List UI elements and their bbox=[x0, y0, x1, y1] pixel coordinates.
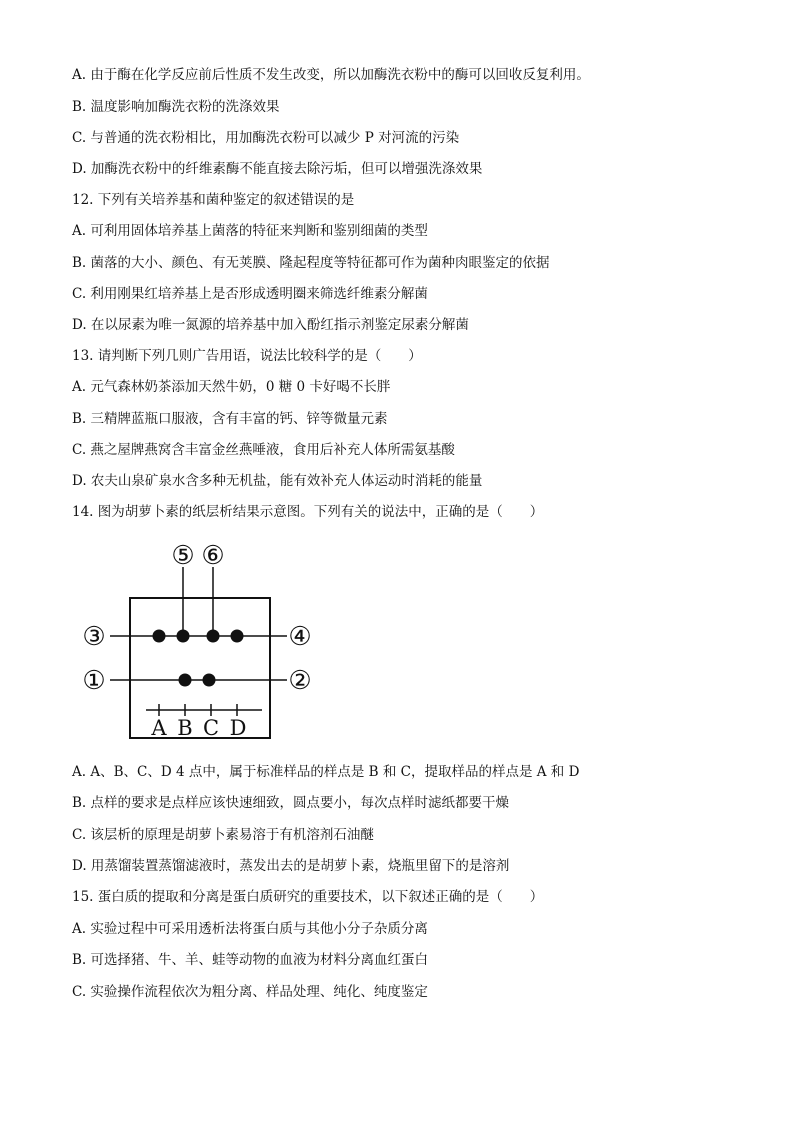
q12-option-a: A. 可利用固体培养基上菌落的特征来判断和鉴别细菌的类型 bbox=[72, 223, 428, 239]
spot-upper-d bbox=[231, 630, 244, 643]
q13-option-c: C. 燕之屋牌燕窝含丰富金丝燕唾液，食用后补充人体所需氨基酸 bbox=[72, 442, 455, 458]
q14-option-d: D. 用蒸馏装置蒸馏滤液时，蒸发出去的是胡萝卜素，烧瓶里留下的是溶剂 bbox=[72, 858, 510, 874]
q13-stem: 13. 请判断下列几则广告用语，说法比较科学的是（ ） bbox=[72, 348, 422, 364]
q15-stem: 15. 蛋白质的提取和分离是蛋白质研究的重要技术，以下叙述正确的是（ ） bbox=[72, 889, 544, 905]
spot-upper-a bbox=[153, 630, 166, 643]
q12-option-c: C. 利用刚果红培养基上是否形成透明圈来筛选纤维素分解菌 bbox=[72, 286, 428, 302]
point-label-d: D bbox=[229, 716, 247, 740]
q14-option-c: C. 该层析的原理是胡萝卜素易溶于有机溶剂石油醚 bbox=[72, 827, 374, 843]
q14-option-b: B. 点样的要求是点样应该快速细致，圆点要小，每次点样时滤纸都要干燥 bbox=[72, 795, 510, 811]
point-label-c: C bbox=[202, 716, 220, 740]
spot-lower-b bbox=[179, 674, 192, 687]
q11-option-d: D. 加酶洗衣粉中的纤维素酶不能直接去除污垢，但可以增强洗涤效果 bbox=[72, 161, 483, 177]
q11-option-a: A. 由于酶在化学反应前后性质不发生改变，所以加酶洗衣粉中的酶可以回收反复利用。 bbox=[72, 67, 590, 83]
spot-upper-b bbox=[177, 630, 190, 643]
label-4: ④ bbox=[288, 622, 312, 652]
point-label-a: A bbox=[151, 716, 167, 740]
label-6: ⑥ bbox=[201, 541, 225, 571]
q14-stem: 14. 图为胡萝卜素的纸层析结果示意图。下列有关的说法中，正确的是（ ） bbox=[72, 504, 544, 520]
q13-option-a: A. 元气森林奶茶添加天然牛奶，0 糖 0 卡好喝不长胖 bbox=[72, 379, 391, 395]
q15-option-c: C. 实验操作流程依次为粗分离、样品处理、纯化、纯度鉴定 bbox=[72, 984, 428, 1000]
chromatography-diagram bbox=[78, 538, 318, 743]
q13-option-d: D. 农夫山泉矿泉水含多种无机盐，能有效补充人体运动时消耗的能量 bbox=[72, 473, 483, 489]
q11-option-c: C. 与普通的洗衣粉相比，用加酶洗衣粉可以减少 P 对河流的污染 bbox=[72, 130, 460, 146]
q14-option-a: A. A、B、C、D 4 点中，属于标准样品的样点是 B 和 C，提取样品的样点是 A 和 D bbox=[72, 764, 580, 780]
label-1: ① bbox=[82, 666, 106, 696]
q15-option-b: B. 可选择猪、牛、羊、蛙等动物的血液为材料分离血红蛋白 bbox=[72, 952, 429, 968]
label-2: ② bbox=[288, 666, 312, 696]
q15-option-a: A. 实验过程中可采用透析法将蛋白质与其他小分子杂质分离 bbox=[72, 921, 428, 937]
spot-upper-c bbox=[207, 630, 220, 643]
q12-stem: 12. 下列有关培养基和菌种鉴定的叙述错误的是 bbox=[72, 192, 355, 208]
q11-option-b: B. 温度影响加酶洗衣粉的洗涤效果 bbox=[72, 99, 280, 115]
label-5: ⑤ bbox=[171, 541, 195, 571]
label-3: ③ bbox=[82, 622, 106, 652]
point-label-b: B bbox=[177, 716, 193, 740]
spot-lower-c bbox=[203, 674, 216, 687]
q13-option-b: B. 三精牌蓝瓶口服液，含有丰富的钙、锌等微量元素 bbox=[72, 411, 388, 427]
q12-option-b: B. 菌落的大小、颜色、有无荚膜、隆起程度等特征都可作为菌种肉眼鉴定的依据 bbox=[72, 255, 550, 271]
q12-option-d: D. 在以尿素为唯一氮源的培养基中加入酚红指示剂鉴定尿素分解菌 bbox=[72, 317, 469, 333]
